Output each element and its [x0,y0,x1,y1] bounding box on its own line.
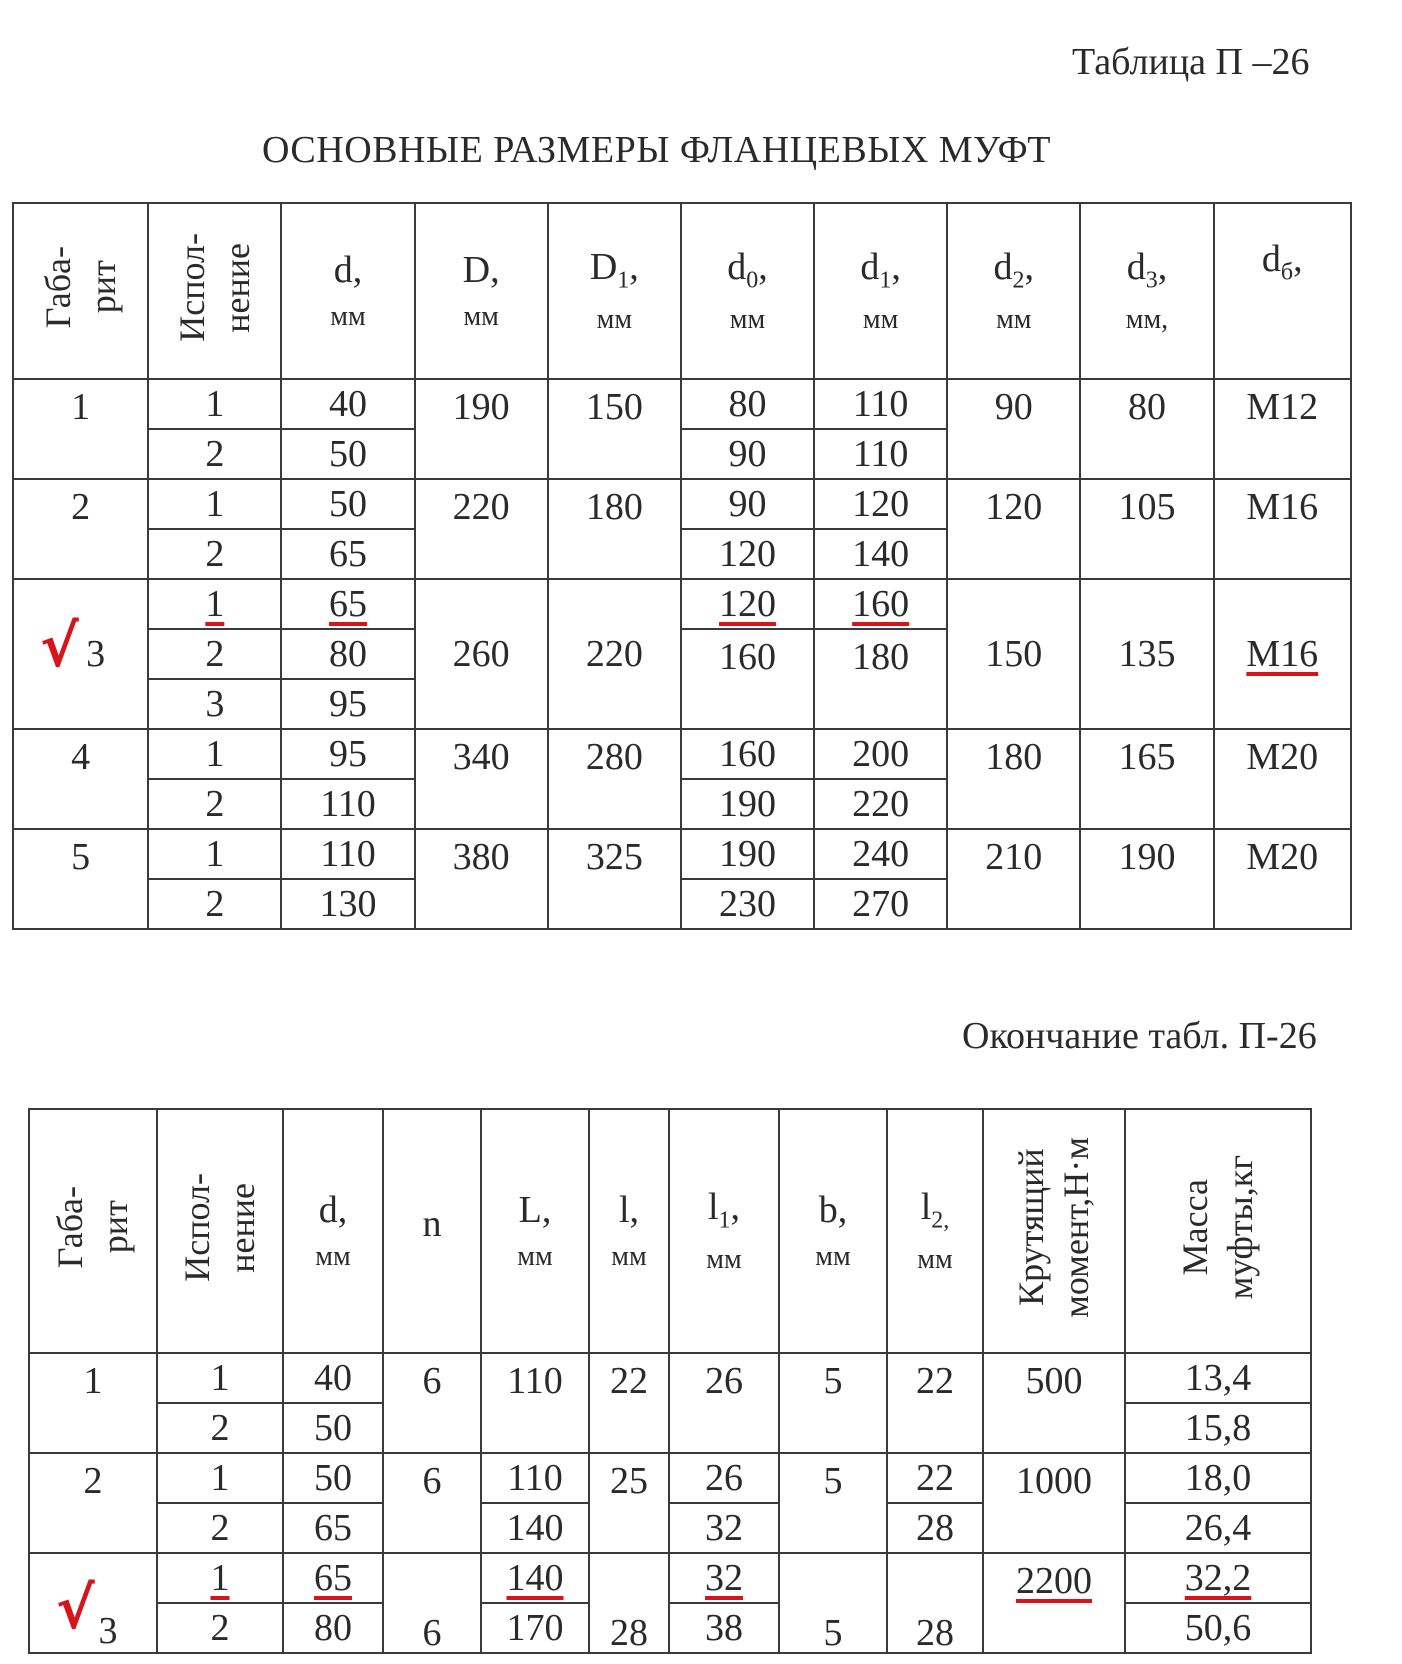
table-row-highlighted [29,1553,1311,1603]
table-header-row [13,203,1351,379]
table-row [29,1453,1311,1503]
cell-d: 50 [281,429,414,479]
cell-isp: 2 [148,629,281,679]
cell-d6: M20 [1214,829,1351,929]
cell-d1: 270 [814,879,947,929]
cell-L: 110 [481,1453,589,1503]
cell-torque: 1000 [983,1453,1125,1553]
cell-d0: 120 [681,579,814,629]
cell-mass: 50,6 [1125,1603,1311,1653]
cell-d: 50 [283,1403,383,1453]
table-caption-continuation: Окончание табл. П-26 [962,1015,1317,1057]
cell-d: 110 [281,779,414,829]
header-mass: Масса муфты,кг [1125,1109,1311,1353]
header-ispolnenie: Испол- нение [148,203,281,379]
cell-isp: 1 [148,829,281,879]
cell-gabarit: 3 [29,1553,157,1653]
header-d: d, мм [281,203,414,379]
cell-gabarit: 4 [13,729,148,829]
cell-d6: M12 [1214,379,1351,479]
cell-l1: 38 [669,1603,779,1653]
cell-L: 170 [481,1603,589,1653]
cell-isp: 1 [157,1553,283,1603]
header-d0: $d_0$, мм [681,203,814,379]
cell-d: 80 [281,629,414,679]
table-header-row [29,1109,1311,1353]
cell-d3: 105 [1080,479,1213,579]
cell-l2: 22 [887,1353,983,1453]
header-D1: $D_1$, мм [548,203,681,379]
cell-l2: 28 [887,1503,983,1553]
header-ispolnenie: Испол- нение [157,1109,283,1353]
cell-isp: 2 [157,1603,283,1653]
header-d2: $d_2$, мм [947,203,1080,379]
cell-gabarit: 2 [13,479,148,579]
cell-d: 50 [281,479,414,529]
cell-d1: 140 [814,529,947,579]
cell-d1: 180 [814,629,947,729]
cell-d0: 230 [681,879,814,929]
cell-d: 110 [281,829,414,879]
header-torque: Крутящий момент,Н·м [983,1109,1125,1353]
cell-d1: 240 [814,829,947,879]
cell-isp: 2 [157,1403,283,1453]
cell-d: 130 [281,879,414,929]
header-b: b, мм [779,1109,887,1353]
cell-d: 95 [281,729,414,779]
cell-d0: 160 [681,729,814,779]
cell-d1: 110 [814,379,947,429]
header-d: d, мм [283,1109,383,1353]
cell-mass: 13,4 [1125,1353,1311,1403]
cell-d0: 160 [681,629,814,729]
cell-l1: 26 [669,1353,779,1453]
cell-l1: 26 [669,1453,779,1503]
cell-isp: 1 [148,479,281,529]
cell-mass: 32,2 [1125,1553,1311,1603]
header-d1: $d_1$, мм [814,203,947,379]
cell-b: 5 [779,1453,887,1553]
cell-gabarit: 1 [13,379,148,479]
header-d6: $d_б$, [1214,203,1351,379]
cell-d1: 220 [814,779,947,829]
header-l2: $l_{2,}$ мм [887,1109,983,1353]
cell-isp: 1 [157,1453,283,1503]
header-d3: $d_3$, мм, [1080,203,1213,379]
header-L: L, мм [481,1109,589,1353]
dimensions-table [12,202,1352,930]
dimensions-table-continuation [28,1108,1312,1654]
cell-gabarit: 1 [29,1353,157,1453]
cell-isp: 2 [148,879,281,929]
cell-l: 25 [589,1453,669,1553]
cell-b: 5 [779,1553,887,1653]
cell-gabarit: 5 [13,829,148,929]
cell-d3: 190 [1080,829,1213,929]
table-row [13,479,1351,529]
table-row [13,829,1351,879]
cell-d: 95 [281,679,414,729]
header-n: n [383,1109,481,1353]
cell-b: 5 [779,1353,887,1453]
cell-L: 110 [481,1353,589,1453]
cell-d3: 135 [1080,579,1213,729]
cell-isp: 1 [148,729,281,779]
cell-d0: 190 [681,779,814,829]
cell-L: 140 [481,1503,589,1553]
cell-D1: 325 [548,829,681,929]
header-l1: $l_1$, мм [669,1109,779,1353]
cell-l1: 32 [669,1553,779,1603]
cell-D: 190 [415,379,548,479]
cell-d: 65 [281,529,414,579]
header-D: D, мм [415,203,548,379]
cell-d6: M20 [1214,729,1351,829]
header-gabarit: Габа- рит [29,1109,157,1353]
cell-d2: 180 [947,729,1080,829]
cell-gabarit: 3 [13,579,148,729]
cell-torque: 500 [983,1353,1125,1453]
cell-D1: 220 [548,579,681,729]
cell-D1: 150 [548,379,681,479]
cell-isp: 2 [148,779,281,829]
cell-n: 6 [383,1553,481,1653]
cell-torque: 2200 [983,1553,1125,1653]
table-row-highlighted [13,579,1351,629]
cell-D: 340 [415,729,548,829]
header-gabarit: Габа- рит [13,203,148,379]
cell-d1: 200 [814,729,947,779]
cell-d2: 120 [947,479,1080,579]
cell-isp: 3 [148,679,281,729]
cell-d3: 80 [1080,379,1213,479]
cell-isp: 1 [148,379,281,429]
cell-d2: 150 [947,579,1080,729]
cell-isp: 2 [148,429,281,479]
cell-d1: 120 [814,479,947,529]
cell-l: 28 [589,1553,669,1653]
cell-d6: M16 [1214,479,1351,579]
cell-d1: 110 [814,429,947,479]
cell-d1: 160 [814,579,947,629]
cell-D1: 280 [548,729,681,829]
red-check-mark-icon: √ [40,612,79,680]
cell-D: 220 [415,479,548,579]
cell-d3: 165 [1080,729,1213,829]
cell-isp: 2 [148,529,281,579]
cell-l: 22 [589,1353,669,1453]
red-check-mark-icon: √ [56,1574,95,1642]
cell-D: 380 [415,829,548,929]
cell-gabarit: 2 [29,1453,157,1553]
header-l: l, мм [589,1109,669,1353]
cell-mass: 15,8 [1125,1403,1311,1453]
cell-d: 50 [283,1453,383,1503]
cell-d6: M16 [1214,579,1351,729]
cell-mass: 26,4 [1125,1503,1311,1553]
cell-d: 65 [281,579,414,629]
page-title: ОСНОВНЫЕ РАЗМЕРЫ ФЛАНЦЕВЫХ МУФТ [262,129,1051,171]
cell-n: 6 [383,1453,481,1553]
table-row [13,379,1351,429]
cell-d0: 120 [681,529,814,579]
cell-D1: 180 [548,479,681,579]
cell-d: 80 [283,1603,383,1653]
cell-d: 40 [283,1353,383,1403]
cell-L: 140 [481,1553,589,1603]
cell-D: 260 [415,579,548,729]
cell-l1: 32 [669,1503,779,1553]
cell-d: 65 [283,1553,383,1603]
cell-l2: 28 [887,1553,983,1653]
table-caption: Таблица П –26 [1072,41,1310,83]
cell-mass: 18,0 [1125,1453,1311,1503]
cell-isp: 1 [148,579,281,629]
cell-d0: 80 [681,379,814,429]
cell-d0: 90 [681,479,814,529]
cell-isp: 1 [157,1353,283,1403]
cell-l2: 22 [887,1453,983,1503]
cell-isp: 2 [157,1503,283,1553]
cell-d2: 90 [947,379,1080,479]
cell-d: 65 [283,1503,383,1553]
cell-d: 40 [281,379,414,429]
cell-d2: 210 [947,829,1080,929]
table-row [29,1353,1311,1403]
cell-d0: 190 [681,829,814,879]
table-row [13,729,1351,779]
cell-n: 6 [383,1353,481,1453]
cell-d0: 90 [681,429,814,479]
